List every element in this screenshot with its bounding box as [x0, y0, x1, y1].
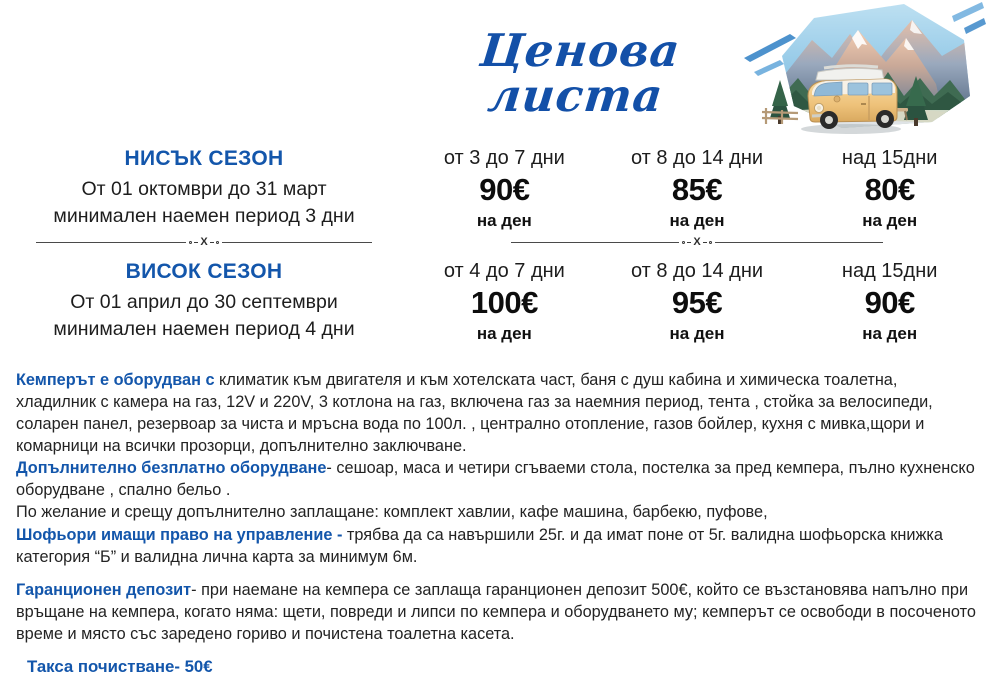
paragraph-drivers — [16, 524, 976, 568]
deposit-lead-label: Гаранционен депозит — [16, 580, 192, 599]
price-amount: 95€ — [671, 285, 723, 321]
paragraph-spacer — [16, 568, 976, 579]
price-col-low-1 — [408, 140, 601, 231]
free-equipment-text: - сешоар, маса и четири сгъваеми стола, постелка за пред кемпера, пълно кухненско оборудване , спално бельо . — [16, 459, 975, 500]
drivers-text: трябва да са навършили 25г. и да имат поне от 5г. валидна шофьорска книжка категория “Б” и валидна лична карта за минимум 6м. — [16, 525, 943, 566]
cleaning-fee-label: Такса почистване- 50€ — [27, 656, 213, 676]
price-col-high-2 — [601, 253, 794, 344]
season-title-high: ВИСОК СЕЗОН — [125, 260, 283, 284]
price-range: от 4 до 7 дни — [443, 260, 565, 283]
divider-ornament-icon — [679, 237, 714, 248]
season-title-low: НИСЪК СЕЗОН — [124, 147, 284, 170]
drivers-lead-label: Шофьори имащи право на управление - — [16, 525, 343, 544]
price-amount: 90€ — [864, 285, 915, 321]
divider-ornament-icon — [186, 237, 221, 248]
price-columns-high — [408, 253, 986, 344]
pricing-table — [0, 140, 986, 344]
price-per-unit: на ден — [476, 210, 532, 230]
price-range: от 3 до 7 дни — [443, 147, 565, 169]
price-amount: 85€ — [671, 172, 723, 207]
divider-dot-icon — [709, 241, 712, 244]
divider-slot-left — [0, 237, 408, 248]
price-range: над 15дни — [841, 260, 938, 283]
equipment-text: климатик към двигателя и към хотелската част, баня с душ кабина и химическа тоалетна, хладилник с камера на газ, 12V и 220V, 3 котлона на газ, включена газ за наемния период, тента , стойка за велосипеди, соларен панел, резервоар за чиста и мръсна вода по 100л. , централно отопление, газов бойлер, кухня с мивка,щори и комарници на всички прозорци, допълнително заключване. — [16, 371, 933, 456]
price-range: над 15дни — [841, 147, 938, 169]
page-header — [0, 0, 986, 140]
divider-dash-icon — [210, 242, 214, 243]
ornamental-divider-right — [511, 237, 882, 248]
equipment-lead-label: Кемперът е оборудван с — [16, 371, 215, 389]
season-info-low — [0, 140, 408, 230]
price-col-low-3 — [793, 140, 986, 231]
paid-extras-text: По желание и срещу допълнително заплащане: комплект хавлии, кафе машина, барбекю, пуфове, — [16, 503, 768, 522]
season-row-low — [0, 140, 986, 231]
paragraph-equipment — [16, 369, 976, 457]
camper-van-illustration — [736, 0, 986, 140]
price-per-unit: на ден — [476, 324, 532, 344]
season-row-high — [0, 253, 986, 344]
season-description-low — [0, 176, 408, 230]
paragraph-paid-extras — [16, 501, 976, 523]
paragraph-spacer — [16, 645, 976, 656]
price-col-high-3 — [793, 253, 986, 344]
divider-dot-icon — [189, 241, 192, 244]
price-amount: 90€ — [479, 172, 530, 207]
divider-line — [36, 242, 186, 243]
price-per-unit: на ден — [669, 324, 725, 344]
camper-van-icon — [736, 0, 986, 140]
season-period-high: От 01 април до 30 септември — [70, 291, 338, 314]
divider-line — [222, 242, 372, 243]
price-col-low-2 — [601, 140, 794, 231]
price-per-unit: на ден — [669, 210, 725, 230]
divider-x-icon: X — [200, 235, 208, 248]
price-amount: 100€ — [470, 285, 538, 321]
divider-dot-icon — [682, 241, 685, 244]
divider-dash-icon — [703, 242, 707, 243]
divider-dash-icon — [687, 242, 691, 243]
divider-line — [511, 242, 679, 243]
divider-line — [715, 242, 883, 243]
divider-x-icon: X — [693, 235, 701, 248]
divider-slot-right — [408, 237, 986, 248]
price-amount: 80€ — [864, 172, 915, 207]
season-period-low: От 01 октомври до 31 март — [81, 178, 327, 201]
season-info-high — [0, 253, 408, 343]
season-description-high — [0, 289, 408, 343]
price-range: от 8 до 14 дни — [630, 260, 764, 283]
deposit-text: - при наемане на кемпера се заплаща гаранционен депозит 500€, който се възстановява напълно при връщане на кемпера, когато няма: щети, повреди и липси по кемпера и оборудването му; кемперът се освободи в посоченото време и място със заредено гориво и почистена тоалетна касета. — [16, 580, 976, 643]
page-title: Ценова листа — [477, 24, 683, 122]
price-per-unit: на ден — [862, 324, 918, 344]
season-minimum-low: минимален наемен период 3 дни — [53, 205, 355, 228]
free-equipment-lead-label: Допълнително безплатно оборудване — [16, 459, 327, 478]
section-divider-row — [0, 231, 986, 253]
divider-dash-icon — [194, 242, 198, 243]
divider-dot-icon — [216, 241, 219, 244]
price-range: от 8 до 14 дни — [630, 147, 764, 169]
ornamental-divider-left — [36, 237, 371, 248]
price-per-unit: на ден — [862, 210, 918, 230]
paragraph-free-equipment — [16, 457, 976, 501]
price-col-high-1 — [408, 253, 601, 344]
terms-section — [16, 369, 976, 679]
season-minimum-high: минимален наемен период 4 дни — [53, 318, 355, 341]
paragraph-deposit — [16, 579, 976, 645]
price-columns-low — [408, 140, 986, 231]
